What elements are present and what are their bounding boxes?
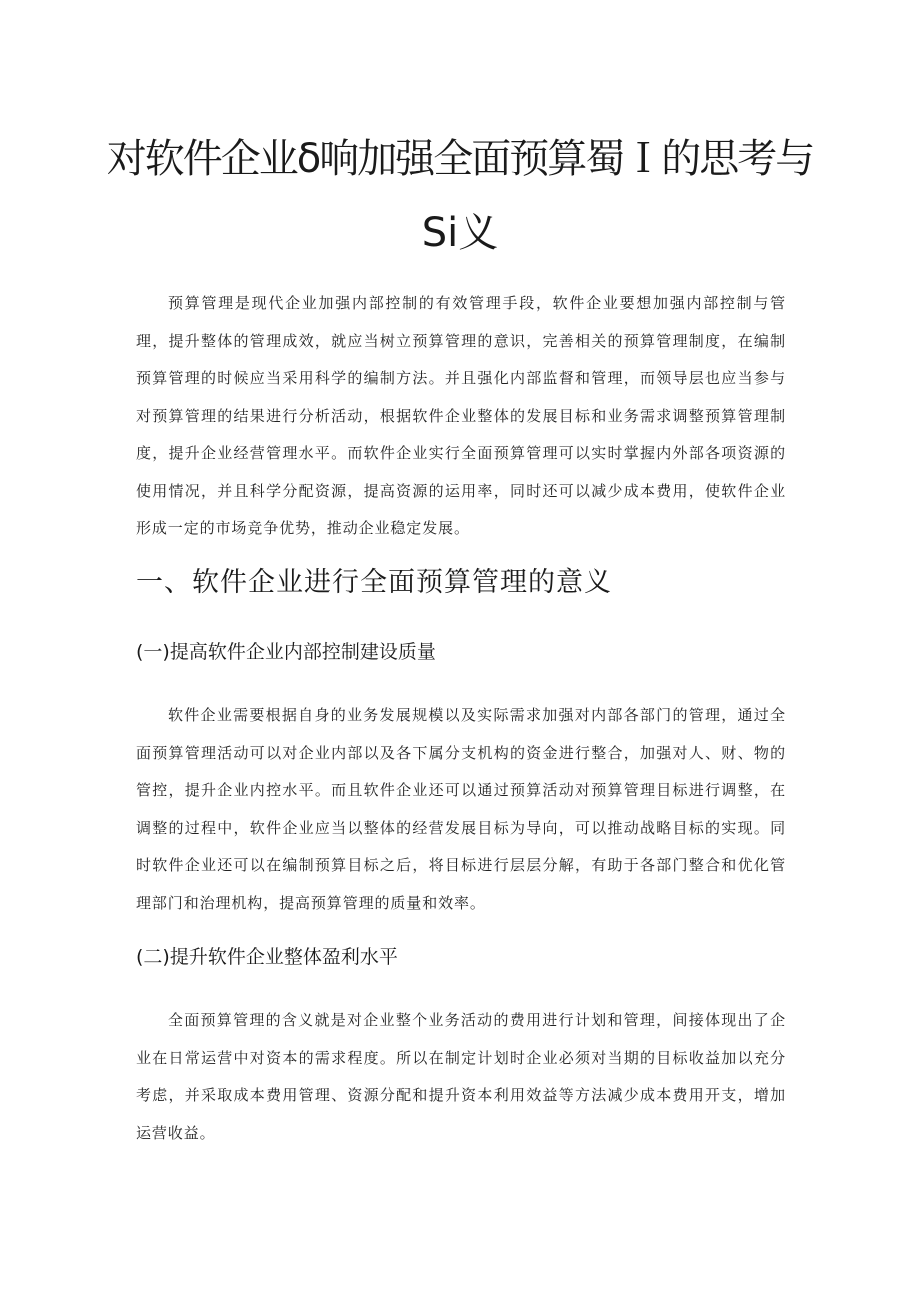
subsection-2-heading: (二)提升软件企业整体盈利水平 [136,946,398,968]
subsection-1-paragraph: 软件企业需要根据自身的业务发展规模以及实际需求加强对内部各部门的管理，通过全面预算管理活动可以对企业内部以及各下属分支机构的资金进行整合，加强对人、财、物的管控，提升企业内控水平。而且软件企业还可以通过预算活动对预算管理目标进行调整，在调整的过程中，软件企业应当以整体的经营发展目标为导向，可以推动战略目标的实现。同时软件企业还可以在编制预算目标之后，将目标进行层层分解，有助于各部门整合和优化管理部门和治理机构，提高预算管理的质量和效率。 [136,706,786,912]
subsection-2-paragraph: 全面预算管理的含义就是对企业整个业务活动的费用进行计划和管理，间接体现出了企业在日常运营中对资本的需求程度。所以在制定计划时企业必须对当期的目标收益加以充分考虑，并采取成本费用管理、资源分配和提升资本利用效益等方法减少成本费用开支，增加运营收益。 [136,1011,786,1142]
section-1-heading: 一、软件企业进行全面预算管理的意义 [136,567,612,598]
document-title-line-1: 对软件企业δ响加强全面预算蜀Ｉ的思考与 [106,136,814,182]
document-title-line-2: Si义 [421,210,499,256]
subsection-1-heading: (一)提高软件企业内部控制建设质量 [136,641,436,663]
intro-paragraph: 预算管理是现代企业加强内部控制的有效管理手段，软件企业要想加强内部控制与管理，提升整体的管理成效，就应当树立预算管理的意识，完善相关的预算管理制度，在编制预算管理的时候应当采用科学的编制方法。并且强化内部监督和管理，而领导层也应当参与对预算管理的结果进行分析活动，根据软件企业整体的发展目标和业务需求调整预算管理制度，提升企业经营管理水平。而软件企业实行全面预算管理可以实时掌握内外部各项资源的使用情况，并且科学分配资源，提高资源的运用率，同时还可以减少成本费用，使软件企业形成一定的市场竞争优势，推动企业稳定发展。 [136,294,786,537]
